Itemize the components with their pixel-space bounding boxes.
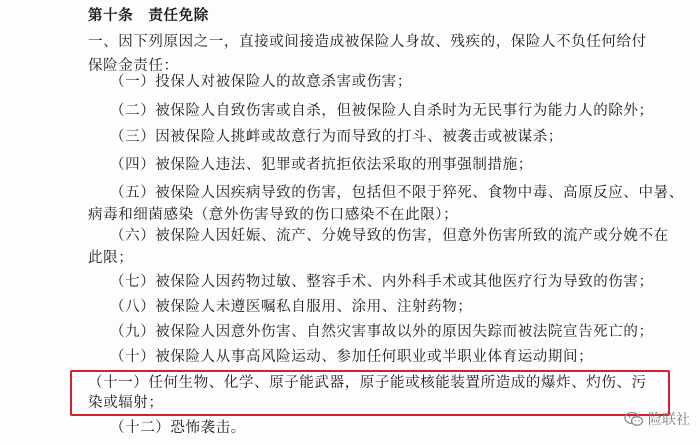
watermark-text: 险联社 — [648, 412, 690, 428]
item-7: （七）被保险人因药物过敏、整容手术、内外科手术或其他医疗行为导致的伤害； — [110, 274, 654, 290]
item-3: （三）因被保险人挑衅或故意行为而导致的打斗、被袭击或被谋杀； — [110, 129, 563, 145]
item-4: （四）被保险人违法、犯罪或者抗拒依法采取的刑事强制措施； — [110, 157, 533, 173]
item-1: （一）投保人对被保险人的故意杀害或伤害； — [110, 74, 412, 90]
intro-line-2: 保险金责任： — [88, 58, 179, 74]
wechat-icon — [624, 411, 644, 427]
item-5-line-2: 病毒和细菌感染（意外伤害导致的伤口感染不在此限）； — [88, 207, 459, 223]
item-11-line-1: （十一）任何生物、化学、原子能武器，原子能或核能装置所造成的爆炸、灼伤、污 — [88, 375, 647, 391]
intro-line-1: 一、因下列原因之一，直接或间接造成被保险人身故、残疾的，保险人不负任何给付 — [88, 34, 647, 50]
watermark — [624, 409, 690, 429]
item-6-line-1: （六）被保险人因妊娠、流产、分娩导致的伤害，但意外伤害所致的流产或分娩不在 — [110, 228, 669, 244]
item-12: （十二）恐怖袭击。 — [110, 420, 246, 436]
item-6-line-2: 此限； — [88, 250, 134, 266]
item-11-line-2: 染或辐射； — [88, 395, 164, 411]
item-10: （十）被保险人从事高风险运动、参加任何职业或半职业体育运动期间； — [110, 349, 594, 365]
item-5-line-1: （五）被保险人因疾病导致的伤害，包括但不限于猝死、食物中毒、高原反应、中暑、 — [110, 185, 684, 201]
item-8: （八）被保险人未遵医嘱私自服用、涂用、注射药物； — [110, 299, 473, 315]
item-9: （九）被保险人因意外伤害、自然灾害事故以外的原因失踪而被法院宣告死亡的； — [110, 324, 654, 340]
item-2: （二）被保险人自致伤害或自杀，但被保险人自杀时为无民事行为能力人的除外； — [110, 103, 654, 119]
clause-title: 第十条 责任免除 — [88, 7, 209, 24]
